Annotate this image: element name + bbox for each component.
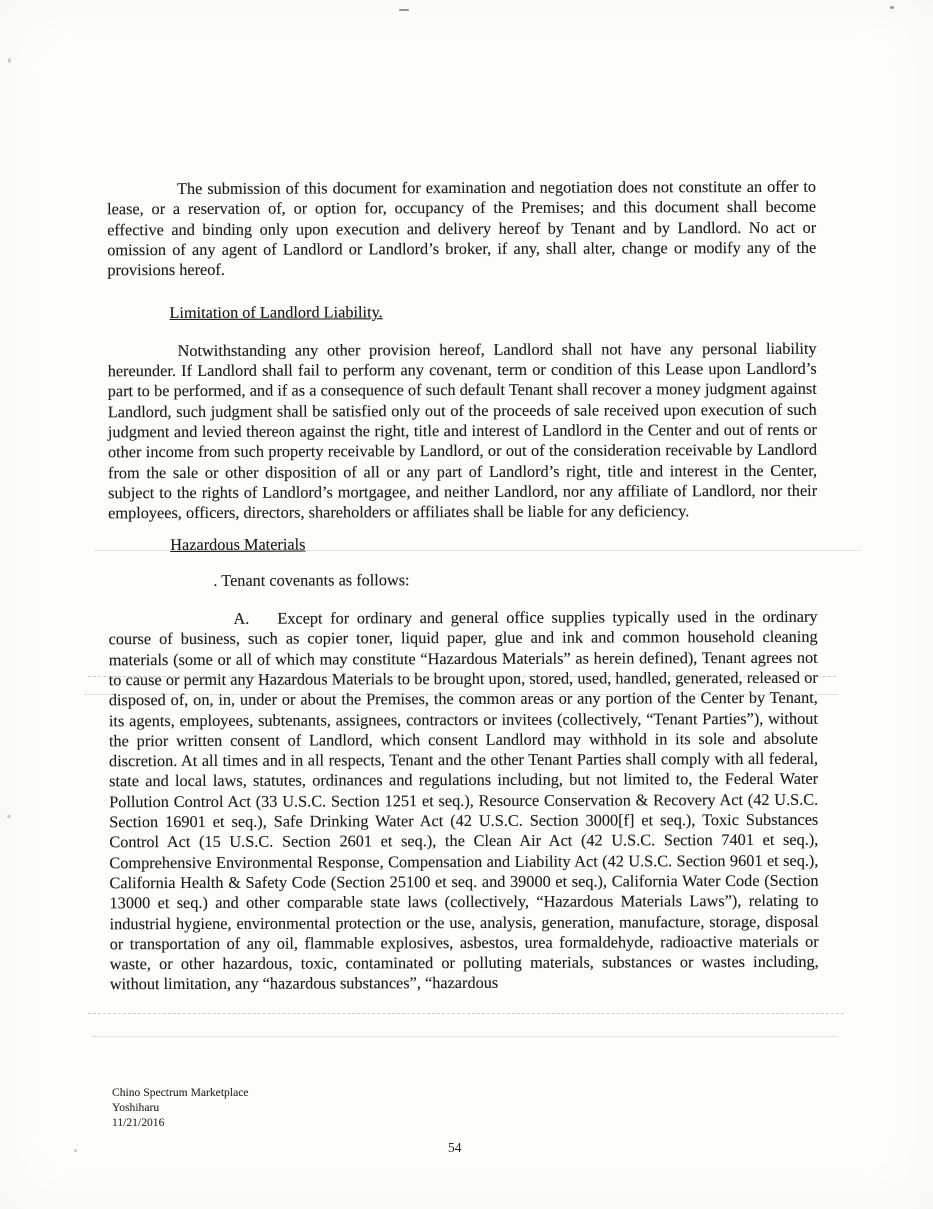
footer-date: 11/21/2016: [112, 1115, 165, 1129]
footer-block: [112, 1086, 249, 1130]
scan-speck: [74, 1149, 77, 1152]
scan-speck: [890, 6, 894, 9]
footer-tenant-name: Yoshiharu: [112, 1100, 160, 1114]
paragraph-section-a: [109, 607, 819, 995]
document-text-block: [107, 177, 819, 995]
section-a-label: A.: [233, 608, 250, 628]
paragraph-limitation-of-liability: Notwithstanding any other provision hereof, Landlord shall not have any personal liability hereunder. If Landlord shall fail to perform any covenant, term or condition of this Lease upon Landlord’s part to be performed, and if as a consequence of such default Tenant shall recover a money judgment against Landlord, such judgment shall be satisfied only out of the proceeds of sale received upon execution of such judgment and levied thereon against the right, title and interest of Landlord in the Center and out of rents or other income from such property receivable by Landlord, or out of the consideration receivable by Landlord from the sale or other disposition of all or any part of Landlord’s right, title and interest in the Center, subject to the rights of Landlord’s mortgagee, and neither Landlord, nor any affiliate of Landlord, nor their employees, officers, directors, shareholders or affiliates shall be liable for any deficiency.: [107, 338, 818, 523]
scan-artifact-line: [88, 1013, 844, 1014]
section-a-body: Except for ordinary and general office supplies typically used in the ordinary course of business, such as copier toner, liquid paper, glue and ink and common household cleaning materials (some or all of which may constitute “Hazardous Materials” as herein defined), Tenant agrees not to cause or permit any Hazardous Materials to be brought upon, stored, used, handled, generated, released or disposed of, on, in, under or about the Premises, the common areas or any portion of the Center by Tenant, its agents, employees, subtenants, assignees, contractors or invitees (collectively, “Tenant Parties”), without the prior written consent of Landlord, which consent Landlord may withhold in its sole and absolute discretion. At all times and in all respects, Tenant and the other Tenant Parties shall comply with all federal, state and local laws, statutes, ordinances and regulations including, but not limited to, the Federal Water Pollution Control Act (33 U.S.C. Section 1251 et seq.), Resource Conservation & Recovery Act (42 U.S.C. Section 16901 et seq.), Safe Drinking Water Act (42 U.S.C. Section 3000[f] et seq.), Toxic Substances Control Act (15 U.S.C. Section 2601 et seq.), the Clean Air Act (42 U.S.C. Section 7401 et seq.), Comprehensive Environmental Response, Compensation and Liability Act (42 U.S.C. Section 9601 et seq.), California Health & Safety Code (Section 25100 et seq. and 39000 et seq.), California Water Code (Section 13000 et seq.) and other comparable state laws (collectively, “Hazardous Materials Laws”), relating to industrial hygiene, environmental protection or the use, analysis, generation, manufacture, storage, disposal or transportation of any oil, flammable explosives, asbestos, urea formaldehyde, radioactive materials or waste, or other hazardous, toxic, contaminated or polluting materials, substances or wastes including, without limitation, any “hazardous substances”, “hazardous: [108, 606, 819, 994]
heading-hazardous-materials: [108, 533, 817, 556]
scan-speck: [7, 815, 11, 818]
scan-speck: [8, 58, 11, 63]
paragraph-submission: The submission of this document for examination and negotiation does not constitute an offer to lease, or a reservation of, or option for, occupancy of the Premises; and this document shall become effective and binding only upon execution and delivery hereof by Tenant and by Landlord. No act or omission of any agent of Landlord or Landlord’s broker, if any, shall alter, change or modify any of the provisions hereof.: [107, 176, 817, 280]
scan-artifact-line: [88, 676, 836, 677]
scan-artifact-line: [95, 550, 860, 551]
footer-project-name: Chino Spectrum Marketplace: [112, 1086, 249, 1099]
heading-hazardous-text: Hazardous Materials: [170, 535, 306, 555]
scan-artifact-line: [92, 1036, 836, 1037]
heading-limitation-of-landlord-liability: [107, 301, 816, 324]
paragraph-tenant-covenants-intro: . Tenant covenants as follows:: [213, 569, 410, 590]
page-number: 54: [448, 1140, 462, 1155]
scan-speck: [399, 9, 409, 11]
heading-limitation-text: Limitation of Landlord Liability.: [169, 302, 383, 323]
scan-artifact-line: [85, 694, 837, 695]
